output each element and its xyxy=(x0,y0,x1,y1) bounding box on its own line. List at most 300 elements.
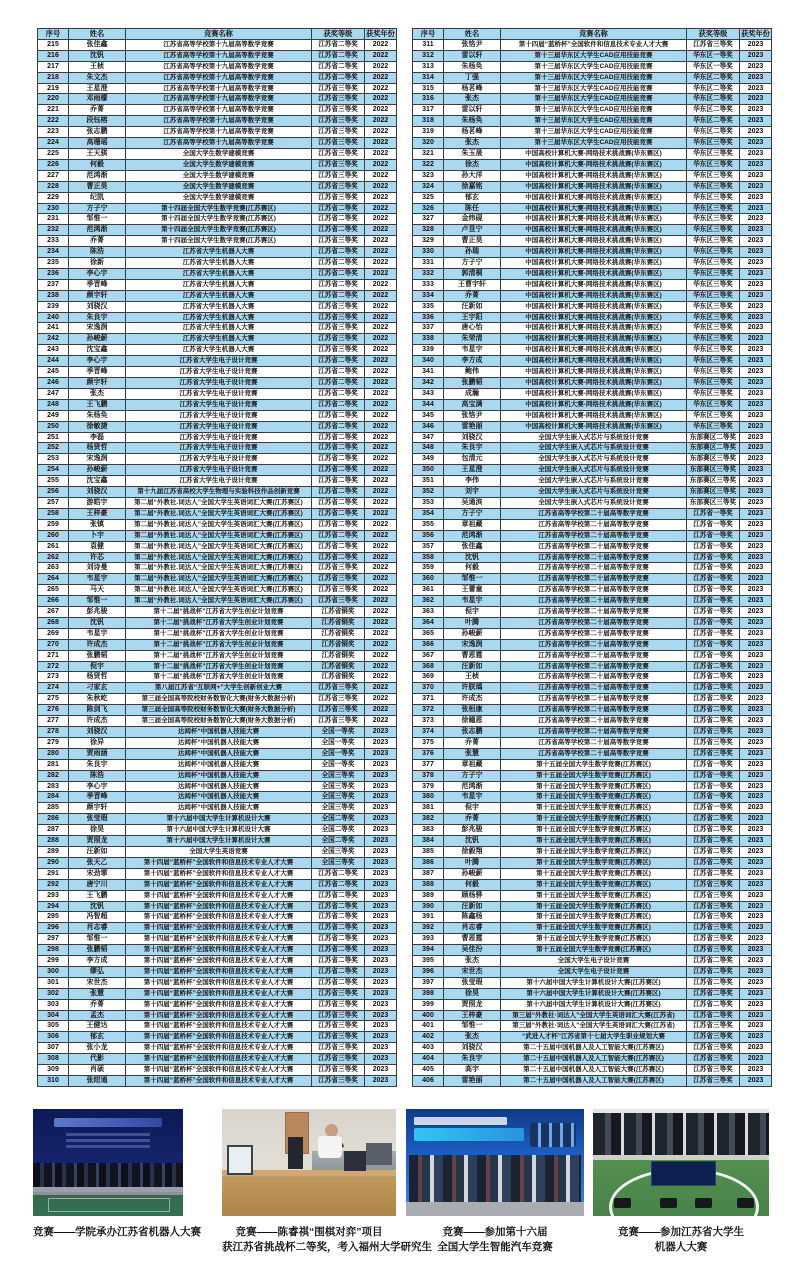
table-cell: 江苏省大学生电子设计竞赛 xyxy=(126,454,312,465)
table-cell: 邹惟一 xyxy=(69,934,126,945)
table-cell: 华东区三等奖 xyxy=(687,279,740,290)
table-cell: 293 xyxy=(38,890,69,901)
table-cell: 第十三届华东区大学生CAD应用技能竞赛 xyxy=(501,105,687,116)
table-cell: 马天 xyxy=(69,585,126,596)
table-row xyxy=(38,410,397,421)
table-cell: 成瀚 xyxy=(444,388,501,399)
table-cell: 李心宇 xyxy=(69,356,126,367)
table-cell: 第十四届全国大学生数学竞赛(江苏赛区) xyxy=(126,214,312,225)
table-cell: 2022 xyxy=(365,225,397,236)
table-cell: 2023 xyxy=(740,781,772,792)
table-cell: 363 xyxy=(413,607,444,618)
table-row xyxy=(38,497,397,508)
table-cell: 沈钒 xyxy=(69,50,126,61)
table-cell: 倪宇 xyxy=(69,661,126,672)
table-cell: 307 xyxy=(38,1043,69,1054)
table-row xyxy=(413,258,772,269)
table-cell: 第十六届中国大学生计算机设计大赛(江苏赛区) xyxy=(501,999,687,1010)
table-cell: 2022 xyxy=(365,563,397,574)
table-cell: 江苏省三等奖 xyxy=(687,727,740,738)
table-cell: 2023 xyxy=(740,1021,772,1032)
table-cell: 268 xyxy=(38,617,69,628)
table-cell: 2023 xyxy=(740,487,772,498)
table-row xyxy=(413,879,772,890)
table-row xyxy=(38,301,397,312)
table-cell: 朱良宇 xyxy=(69,759,126,770)
table-cell: 肖硕 xyxy=(69,1065,126,1076)
table-cell: 244 xyxy=(38,356,69,367)
table-cell: 江苏省一等奖 xyxy=(687,552,740,563)
table-row xyxy=(413,825,772,836)
table-cell: 2023 xyxy=(740,639,772,650)
table-row xyxy=(413,279,772,290)
table-cell: 东部赛区三等奖 xyxy=(687,454,740,465)
table-cell: 2023 xyxy=(365,759,397,770)
table-cell: 2023 xyxy=(740,476,772,487)
table-cell: 第十四届“蓝桥杯”全国软件和信息技术专业人才大赛 xyxy=(126,1065,312,1076)
table-cell: 2022 xyxy=(365,148,397,159)
table-cell: 2022 xyxy=(365,214,397,225)
table-cell: 2022 xyxy=(365,574,397,585)
table-cell: 2022 xyxy=(365,552,397,563)
table-cell: 乔菁 xyxy=(444,737,501,748)
table-row xyxy=(38,705,397,716)
table-cell: 中国高校计算机大赛-网络技术挑战赛(华东赛区) xyxy=(501,301,687,312)
table-cell: 305 xyxy=(38,1021,69,1032)
table-cell: 第二届“外教社.词达人”全国大学生英语词汇大赛(江苏赛区) xyxy=(126,563,312,574)
table-cell: 东部赛区三等奖 xyxy=(687,487,740,498)
table-row xyxy=(38,519,397,530)
table-cell: 江苏省三等奖 xyxy=(312,345,365,356)
table-row xyxy=(413,585,772,596)
table-cell: 316 xyxy=(413,94,444,105)
table-cell: 385 xyxy=(413,846,444,857)
table-cell: 江苏省高等学校第十九届高等数学竞赛 xyxy=(126,116,312,127)
table-row xyxy=(38,127,397,138)
table-cell: 江苏省二等奖 xyxy=(687,988,740,999)
table-cell: 王飞鹏 xyxy=(69,890,126,901)
robot-contest-field-photo xyxy=(593,1109,769,1216)
table-cell: 2023 xyxy=(365,1032,397,1043)
table-cell: 2023 xyxy=(740,443,772,454)
table-cell: 曹恩霆 xyxy=(444,934,501,945)
table-cell: 江苏省三等奖 xyxy=(312,170,365,181)
table-cell: 301 xyxy=(38,977,69,988)
table-cell: 358 xyxy=(413,552,444,563)
table-cell: 295 xyxy=(38,912,69,923)
table-cell: 颜宇轩 xyxy=(69,378,126,389)
table-cell: 第十五届全国大学生数学竞赛(江苏赛区) xyxy=(501,868,687,879)
table-cell: 华东区三等奖 xyxy=(687,421,740,432)
table-cell: 2023 xyxy=(365,912,397,923)
table-cell: 韦星宇 xyxy=(69,628,126,639)
table-row xyxy=(413,1032,772,1043)
table-cell: 第十二届“挑战杯”江苏省大学生创业计划竞赛 xyxy=(126,607,312,618)
column-header: 获奖年份 xyxy=(741,29,770,38)
table-cell: 江苏省三等奖 xyxy=(312,192,365,203)
table-cell: 鲍伟 xyxy=(444,367,501,378)
table-cell: 233 xyxy=(38,236,69,247)
table-cell: 江苏省三等奖 xyxy=(312,574,365,585)
table-row xyxy=(413,138,772,149)
table-cell: 2023 xyxy=(740,378,772,389)
table-cell: 344 xyxy=(413,399,444,410)
table-cell: 2023 xyxy=(740,563,772,574)
table-cell: 第十二届“挑战杯”江苏省大学生创业计划竞赛 xyxy=(126,617,312,628)
column-header: 姓名 xyxy=(69,29,126,40)
table-cell: 322 xyxy=(413,159,444,170)
table-cell: 江苏省二等奖 xyxy=(687,825,740,836)
table-cell: 范鸿渐 xyxy=(444,530,501,541)
table-cell: 373 xyxy=(413,716,444,727)
table-cell: 江苏省大学生电子设计竞赛 xyxy=(126,443,312,454)
table-row xyxy=(413,934,772,945)
table-cell: 294 xyxy=(38,901,69,912)
table-cell: 全国大学生电子设计竞赛 xyxy=(501,956,687,967)
table-row xyxy=(38,268,397,279)
table-cell: 2022 xyxy=(365,39,397,50)
table-cell: 2023 xyxy=(740,39,772,50)
table-cell: 第二十五届中国机器人及人工智能大赛(江苏赛区) xyxy=(501,1065,687,1076)
table-row xyxy=(413,127,772,138)
table-cell: 2023 xyxy=(365,727,397,738)
table-cell: 范鸿渐 xyxy=(444,781,501,792)
table-row xyxy=(413,356,772,367)
table-cell: 2023 xyxy=(365,879,397,890)
table-cell: 刘诗曼 xyxy=(69,563,126,574)
table-cell: 第十五届全国大学生数学竞赛(江苏赛区) xyxy=(501,803,687,814)
table-cell: 江苏省一等奖 xyxy=(687,639,740,650)
table-cell: 全国大学生嵌入式芯片与系统设计竞赛 xyxy=(501,432,687,443)
table-cell: 游皓宇 xyxy=(69,497,126,508)
table-cell: 邹惟一 xyxy=(69,596,126,607)
table-cell: 2023 xyxy=(740,825,772,836)
table-row xyxy=(38,487,397,498)
table-row xyxy=(38,563,397,574)
table-cell: 246 xyxy=(38,378,69,389)
table-cell: 江苏省大学生电子设计竞赛 xyxy=(126,410,312,421)
table-cell: 360 xyxy=(413,574,444,585)
table-cell: 江苏省二等奖 xyxy=(687,716,740,727)
table-cell: 328 xyxy=(413,225,444,236)
table-row xyxy=(413,290,772,301)
table-cell: 朱荣清 xyxy=(444,334,501,345)
table-cell: 中国高校计算机大赛-网络技术挑战赛(华东赛区) xyxy=(501,421,687,432)
table-row xyxy=(38,748,397,759)
table-cell: 孙峻薪 xyxy=(444,868,501,879)
table-cell: 第十四届“蓝桥杯”全国软件和信息技术专业人才大赛 xyxy=(126,1032,312,1043)
table-row xyxy=(38,236,397,247)
table-cell: 第十三届华东区大学生CAD应用技能竞赛 xyxy=(501,83,687,94)
table-cell: 第十五届全国大学生数学竞赛(江苏赛区) xyxy=(501,901,687,912)
table-cell: 沈钒 xyxy=(69,901,126,912)
table-cell: 308 xyxy=(38,1054,69,1065)
table-cell: 丁强 xyxy=(444,72,501,83)
table-row xyxy=(413,716,772,727)
table-cell: 第十六届中国大学生计算机设计大赛 xyxy=(126,825,312,836)
table-cell: 江苏省三等奖 xyxy=(312,301,365,312)
table-cell: 江苏省高等学校第十九届高等数学竞赛 xyxy=(126,83,312,94)
table-cell: 徐敏捷 xyxy=(69,421,126,432)
table-cell: 刘骁汉 xyxy=(444,432,501,443)
table-cell: 第二届“外教社.词达人”全国大学生英语词汇大赛(江苏赛区) xyxy=(126,519,312,530)
table-cell: 华东区一等奖 xyxy=(687,50,740,61)
table-cell: 382 xyxy=(413,814,444,825)
table-cell: 王梓豪 xyxy=(444,1010,501,1021)
table-cell: 中国高校计算机大赛-网络技术挑战赛(华东赛区) xyxy=(501,279,687,290)
table-cell: 江苏省一等奖 xyxy=(687,607,740,618)
table-cell: 江苏省高等学校第二十届高等数学竞赛 xyxy=(501,650,687,661)
table-cell: 张恪尹 xyxy=(444,39,501,50)
table-cell: 江苏省铜奖 xyxy=(312,628,365,639)
table-cell: 王桢 xyxy=(69,61,126,72)
table-cell: 全国三等奖 xyxy=(312,857,365,868)
table-cell: 2023 xyxy=(740,748,772,759)
table-cell: 290 xyxy=(38,857,69,868)
table-cell: 2023 xyxy=(365,934,397,945)
table-cell: 2022 xyxy=(365,312,397,323)
table-cell: 338 xyxy=(413,334,444,345)
table-cell: 江苏省三等奖 xyxy=(687,901,740,912)
table-cell: 乔菁 xyxy=(444,814,501,825)
table-cell: 第二十五届中国机器人及人工智能大赛(江苏赛区) xyxy=(501,1054,687,1065)
table-cell: 江苏省二等奖 xyxy=(687,966,740,977)
table-row xyxy=(38,105,397,116)
table-row xyxy=(38,476,397,487)
table-cell: 孙峻薪 xyxy=(444,628,501,639)
table-row xyxy=(38,628,397,639)
table-cell: 全国大学生嵌入式芯片与系统设计竞赛 xyxy=(501,497,687,508)
table-cell: 349 xyxy=(413,454,444,465)
table-cell: 全国一等奖 xyxy=(312,759,365,770)
table-cell: 中国高校计算机大赛-网络技术挑战赛(华东赛区) xyxy=(501,356,687,367)
table-cell: 2023 xyxy=(740,530,772,541)
table-cell: 华东区三等奖 xyxy=(687,214,740,225)
students-silhouettes xyxy=(593,1113,769,1155)
table-row xyxy=(413,977,772,988)
table-cell: 全国三等奖 xyxy=(312,846,365,857)
table-cell: 2022 xyxy=(365,705,397,716)
table-cell: 396 xyxy=(413,966,444,977)
table-cell: 257 xyxy=(38,497,69,508)
table-cell: 2022 xyxy=(365,585,397,596)
table-cell: 2023 xyxy=(740,127,772,138)
table-row xyxy=(38,1032,397,1043)
table-cell: 中国高校计算机大赛-网络技术挑战赛(华东赛区) xyxy=(501,323,687,334)
table-cell: 275 xyxy=(38,694,69,705)
table-cell: 雷艳丽 xyxy=(444,1076,501,1087)
table-cell: 2023 xyxy=(740,1043,772,1054)
table-cell: 2022 xyxy=(365,694,397,705)
table-row xyxy=(38,617,397,628)
table-cell: 2023 xyxy=(365,1021,397,1032)
table-cell: 全国大学生数学建模竞赛 xyxy=(126,181,312,192)
table-cell: 2023 xyxy=(740,650,772,661)
table-cell: 296 xyxy=(38,923,69,934)
table-cell: 卢昱宁 xyxy=(444,225,501,236)
table-cell: 朱文杰 xyxy=(69,72,126,83)
table-cell: 第十二届“挑战杯”江苏省大学生创业计划竞赛 xyxy=(126,628,312,639)
table-cell: 全国三等奖 xyxy=(312,770,365,781)
table-row xyxy=(38,1010,397,1021)
table-cell: 2023 xyxy=(740,1054,772,1065)
table-cell: 江苏省高等学校第二十届高等数学竞赛 xyxy=(501,628,687,639)
table-cell: 张慧 xyxy=(444,748,501,759)
table-row xyxy=(413,563,772,574)
table-cell: 江苏省一等奖 xyxy=(687,781,740,792)
table-row xyxy=(413,574,772,585)
table-cell: 孟杰 xyxy=(69,1010,126,1021)
table-cell: 243 xyxy=(38,345,69,356)
table-cell: 2023 xyxy=(365,956,397,967)
table-cell: 江苏省三等奖 xyxy=(687,890,740,901)
table-row xyxy=(413,323,772,334)
table-cell: 第十九届江苏省高校大学生物理与实验科技作品创新竞赛 xyxy=(126,487,312,498)
table-cell: 华东区三等奖 xyxy=(687,268,740,279)
table-row xyxy=(38,94,397,105)
table-cell: 222 xyxy=(38,116,69,127)
table-cell: 孙瑞 xyxy=(444,247,501,258)
table-cell: 汪新如 xyxy=(444,301,501,312)
table-cell: 第十四届“蓝桥杯”全国软件和信息技术专业人才大赛 xyxy=(126,1021,312,1032)
table-cell: 2022 xyxy=(365,236,397,247)
table-cell: 王宇阳 xyxy=(444,312,501,323)
table-row xyxy=(38,934,397,945)
table-cell: 2023 xyxy=(740,923,772,934)
table-cell: 第十五届全国大学生数学竞赛(江苏赛区) xyxy=(501,836,687,847)
table-cell: 郁玄 xyxy=(444,192,501,203)
table-row xyxy=(38,541,397,552)
table-cell: 324 xyxy=(413,181,444,192)
table-cell: 2023 xyxy=(740,454,772,465)
backdrop-title-strip xyxy=(414,1128,524,1141)
table-cell: 第十四届“蓝桥杯”全国软件和信息技术专业人才大赛 xyxy=(126,956,312,967)
table-cell: 2023 xyxy=(740,803,772,814)
table-cell: 251 xyxy=(38,432,69,443)
table-cell: 乔菁 xyxy=(69,105,126,116)
table-cell: 2023 xyxy=(740,607,772,618)
table-cell: 江苏省二等奖 xyxy=(312,934,365,945)
table-cell: 江苏省高等学校第十九届高等数学竞赛 xyxy=(126,105,312,116)
table-cell: 2023 xyxy=(740,105,772,116)
table-cell: 2022 xyxy=(365,487,397,498)
table-cell: 江苏省铜奖 xyxy=(312,639,365,650)
photo-caption xyxy=(33,1225,201,1240)
table-row xyxy=(38,443,397,454)
table-row xyxy=(38,868,397,879)
table-cell: 江苏省高等学校第二十届高等数学竞赛 xyxy=(501,563,687,574)
table-cell: 247 xyxy=(38,388,69,399)
table-row xyxy=(38,290,397,301)
table-cell: 全国三等奖 xyxy=(312,792,365,803)
table-cell: 江苏省二等奖 xyxy=(687,1010,740,1021)
table-cell: 2023 xyxy=(365,999,397,1010)
table-cell: 江苏省二等奖 xyxy=(687,977,740,988)
table-cell: 全国一等奖 xyxy=(312,737,365,748)
table-cell: 331 xyxy=(413,258,444,269)
caption-line: 机器人大赛 xyxy=(654,1240,708,1253)
table-cell: 江苏省高等学校第十九届高等数学竞赛 xyxy=(126,138,312,149)
robot-car xyxy=(737,1198,754,1208)
table-cell: 262 xyxy=(38,552,69,563)
table-cell: 朱良宇 xyxy=(69,312,126,323)
table-cell: 江苏省二等奖 xyxy=(312,225,365,236)
table-cell: 2023 xyxy=(740,323,772,334)
table-cell: 第十五届全国大学生数学竞赛(江苏赛区) xyxy=(501,825,687,836)
table-cell: 江苏省三等奖 xyxy=(312,683,365,694)
table-row xyxy=(413,72,772,83)
table-cell: 2022 xyxy=(365,628,397,639)
table-row xyxy=(413,410,772,421)
table-row xyxy=(38,1065,397,1076)
table-cell: 394 xyxy=(413,945,444,956)
table-cell: 2022 xyxy=(365,454,397,465)
table-cell: 华东区三等奖 xyxy=(687,236,740,247)
table-cell: 江苏省高等学校第二十届高等数学竞赛 xyxy=(501,748,687,759)
table-cell: 江苏省二等奖 xyxy=(312,443,365,454)
table-cell: 第二届“外教社.词达人”全国大学生英语词汇大赛(江苏赛区) xyxy=(126,574,312,585)
table-cell: 2022 xyxy=(365,607,397,618)
table-cell: 第三届“外教社·词达人”全国大学生英语词汇大赛(江苏省) xyxy=(501,1021,687,1032)
caption-line: 竞赛——参加江苏省大学生 xyxy=(618,1225,744,1238)
table-cell: 郭清桐 xyxy=(444,268,501,279)
table-cell: 中国高校计算机大赛-网络技术挑战赛(华东赛区) xyxy=(501,290,687,301)
table-cell: 285 xyxy=(38,803,69,814)
table-cell: 2023 xyxy=(740,268,772,279)
caption-line: 全国大学生智能汽车竞赛 xyxy=(437,1240,553,1253)
table-cell: 江苏省二等奖 xyxy=(312,399,365,410)
table-row xyxy=(413,225,772,236)
table-cell: 江苏省大学生机器人大赛 xyxy=(126,345,312,356)
table-cell: 227 xyxy=(38,170,69,181)
robot-arm-tower xyxy=(288,1137,303,1169)
table-cell: 中国高校计算机大赛-网络技术挑战赛(华东赛区) xyxy=(501,247,687,258)
table-cell: 江苏省铜奖 xyxy=(312,607,365,618)
table-cell: 2022 xyxy=(365,508,397,519)
table-cell: 391 xyxy=(413,912,444,923)
table-cell: 354 xyxy=(413,508,444,519)
table-cell: 江苏省二等奖 xyxy=(687,846,740,857)
table-cell: 王健达 xyxy=(69,1021,126,1032)
table-cell: 2023 xyxy=(365,923,397,934)
table-cell: 2023 xyxy=(365,781,397,792)
table-cell: 2023 xyxy=(740,661,772,672)
table-cell: 339 xyxy=(413,345,444,356)
table-cell: 387 xyxy=(413,868,444,879)
table-cell: 华东区二等奖 xyxy=(687,105,740,116)
table-cell: 华东区二等奖 xyxy=(687,94,740,105)
table-cell: 2023 xyxy=(740,181,772,192)
table-row xyxy=(413,268,772,279)
table-cell: 江苏省二等奖 xyxy=(687,814,740,825)
table-cell: 第十五届全国大学生数学竞赛(江苏赛区) xyxy=(501,923,687,934)
table-cell: 雷以轩 xyxy=(444,105,501,116)
table-cell: 张慧 xyxy=(69,988,126,999)
table-cell: 2023 xyxy=(740,497,772,508)
table-cell: 邹惟一 xyxy=(444,574,501,585)
table-cell: 2022 xyxy=(365,301,397,312)
table-cell: 季晋峰 xyxy=(69,367,126,378)
table-cell: 第十三届华东区大学生CAD应用技能竞赛 xyxy=(501,94,687,105)
caption-line: 竞赛——参加第十六届 xyxy=(442,1225,548,1238)
table-cell: 华东区三等奖 xyxy=(687,388,740,399)
table-cell: 2023 xyxy=(740,977,772,988)
floor xyxy=(406,1202,584,1216)
table-cell: 江苏省三等奖 xyxy=(312,705,365,716)
table-cell: 江苏省高等学校第二十届高等数学竞赛 xyxy=(501,508,687,519)
table-cell: 2023 xyxy=(740,421,772,432)
table-cell: 全国大学生电子设计竞赛 xyxy=(501,966,687,977)
